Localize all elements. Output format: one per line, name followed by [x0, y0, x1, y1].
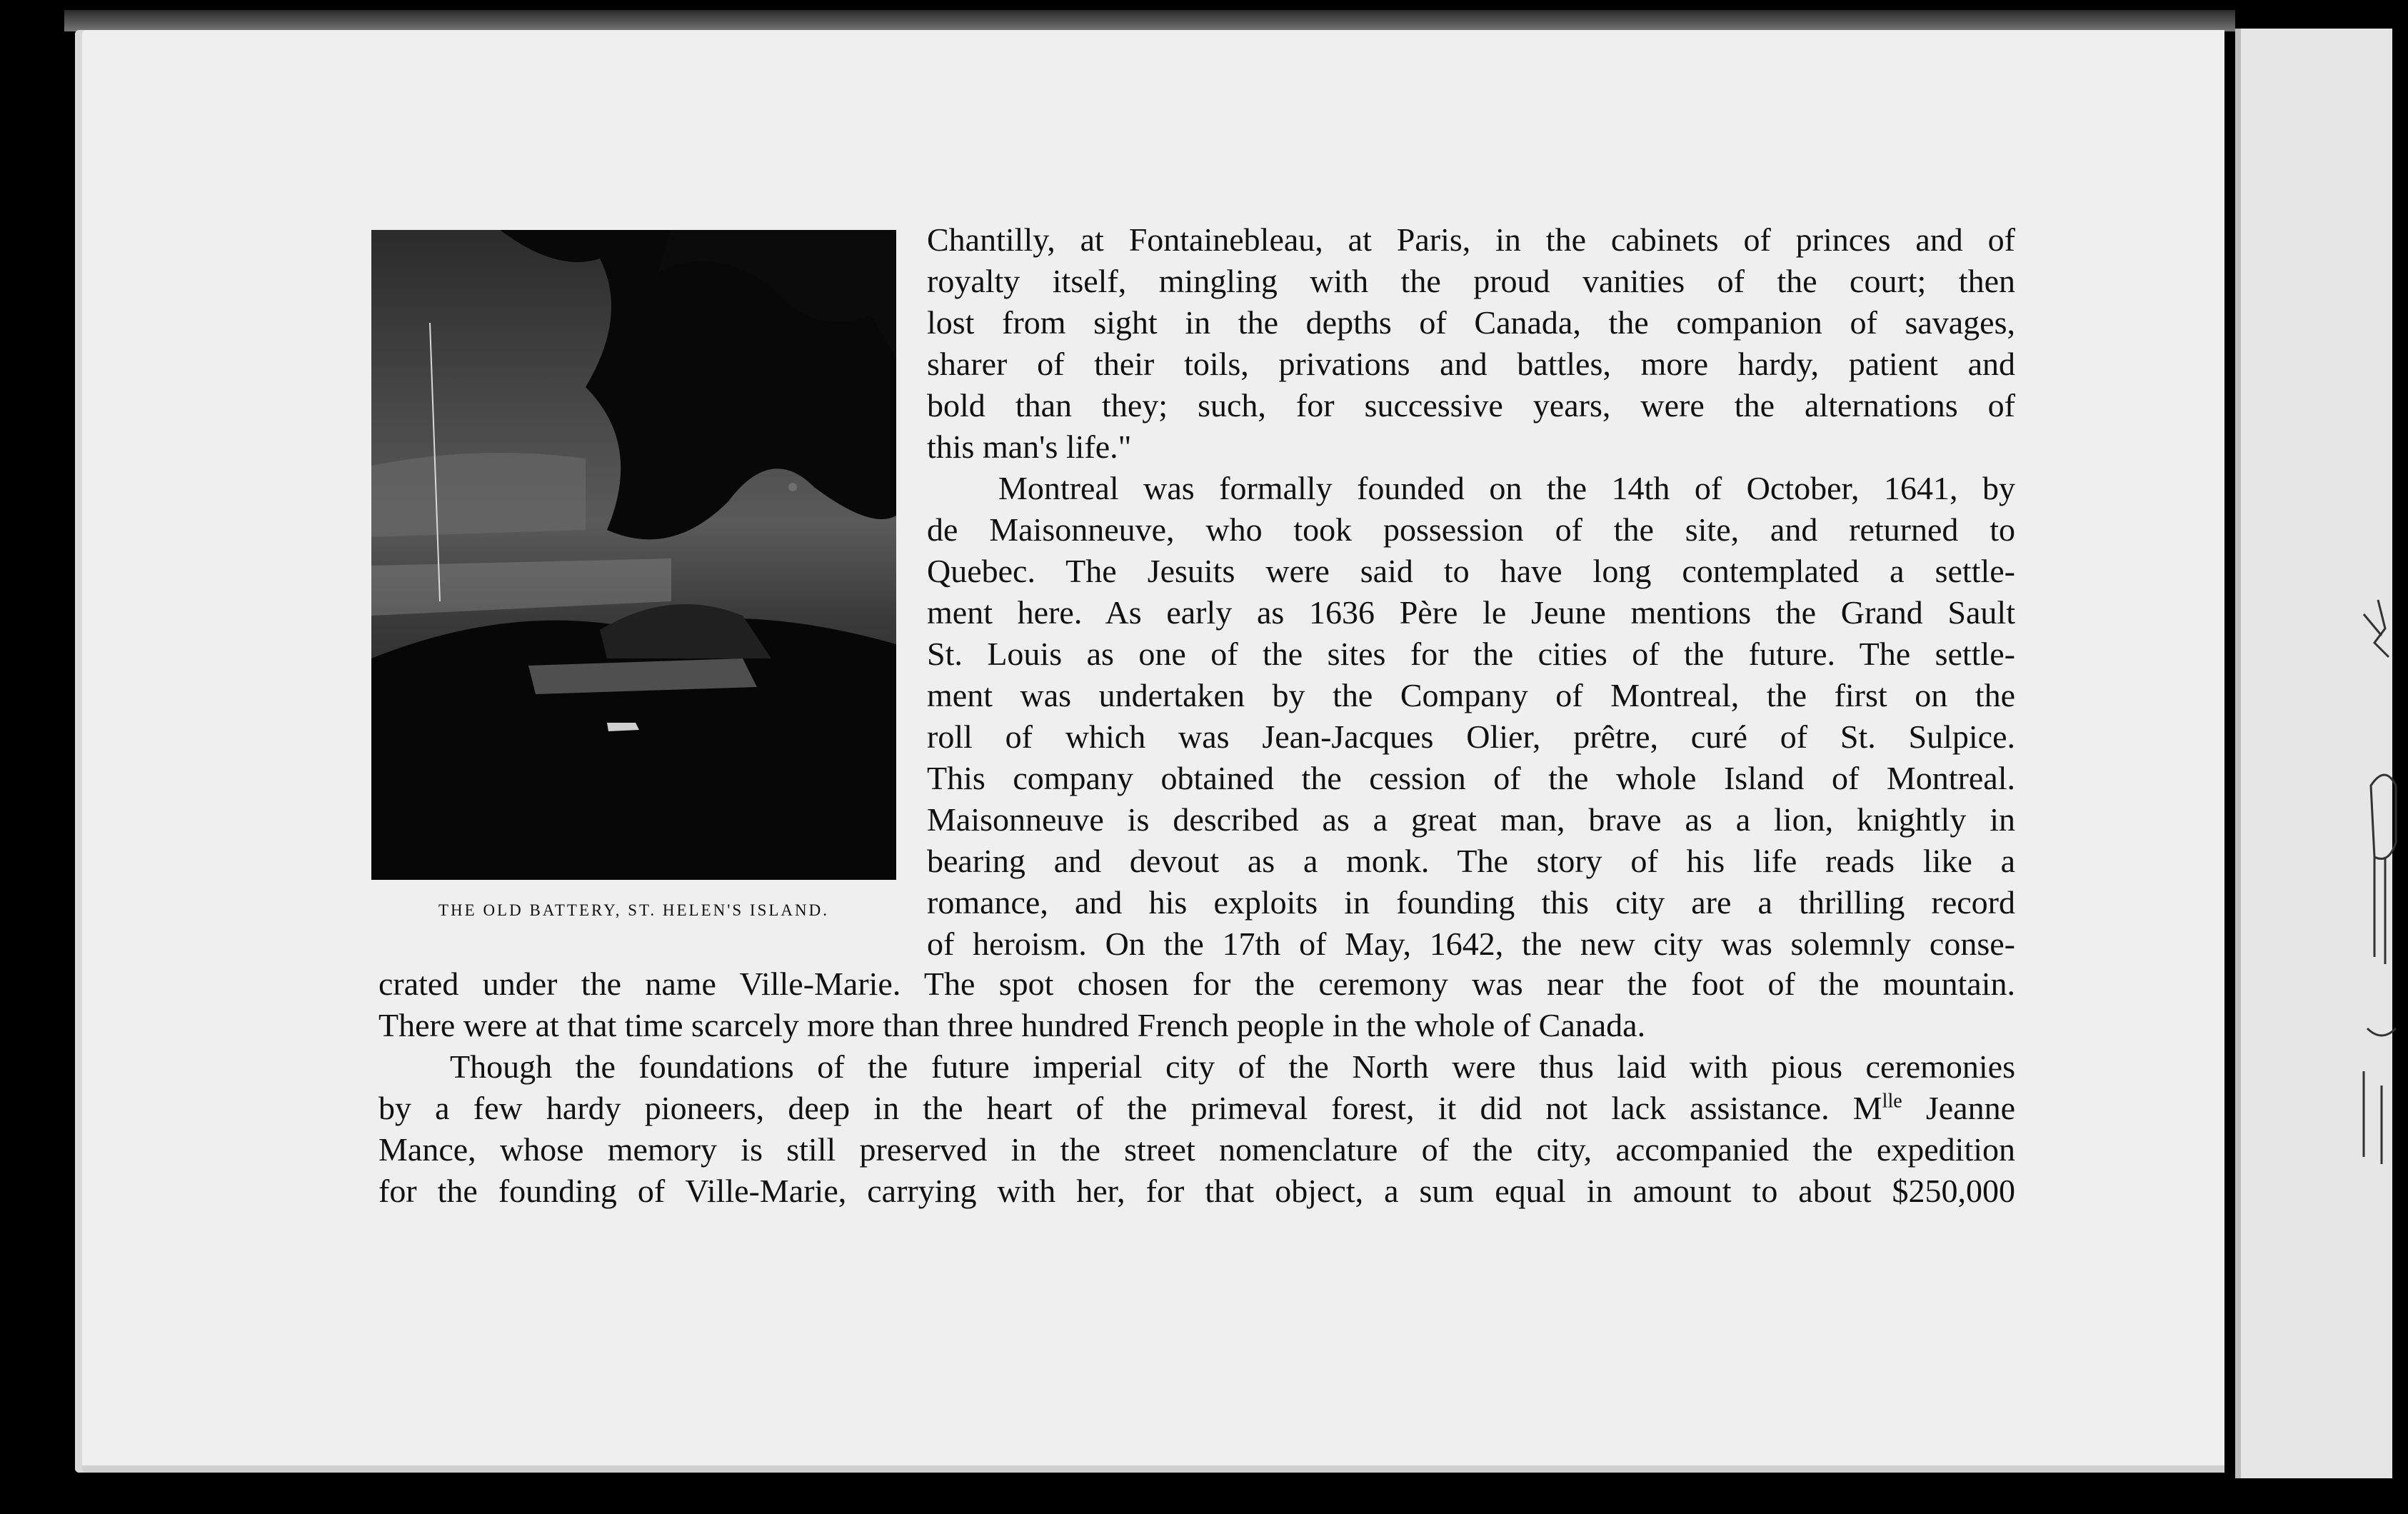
text-line: Maisonneuve is described as a great man, brave as a lion, knightly in	[927, 801, 2015, 838]
text-line: ment here. As early as 1636 Père le Jeune mentions the Grand Sault	[927, 594, 2015, 631]
text-line: This company obtained the cession of the whole Island of Montreal.	[927, 760, 2015, 796]
text-segment: by a few hardy pioneers, deep in the heart of the primeval forest, it did not lack assistance. M	[378, 1090, 1882, 1126]
text-line: royalty itself, mingling with the proud vanities of the court; then	[927, 263, 2015, 299]
margin-sketch	[2349, 586, 2399, 1228]
text-full-width	[378, 963, 2015, 1212]
superscript: lle	[1882, 1090, 1902, 1113]
text-line: roll of which was Jean-Jacques Olier, prêtre, curé of St. Sulpice.	[927, 718, 2015, 755]
text-line: Chantilly, at Fontainebleau, at Paris, in the cabinets of princes and of	[927, 221, 2015, 258]
text-line: sharer of their toils, privations and battles, more hardy, patient and	[927, 346, 2015, 382]
text-line: of heroism. On the 17th of May, 1642, the new city was solemnly conse-	[927, 926, 2015, 962]
battery-photograph-image	[371, 230, 896, 880]
text-line	[378, 1088, 2015, 1129]
text-line: St. Louis as one of the sites for the cities of the future. The settle-	[927, 636, 2015, 672]
text-line: bold than they; such, for successive years, were the alternations of	[927, 387, 2015, 423]
text-line: There were at that time scarcely more than three hundred French people in the whole of Canada.	[378, 1007, 1646, 1043]
text-line: romance, and his exploits in founding this city are a thrilling record	[927, 884, 2015, 921]
text-line: bearing and devout as a monk. The story of his life reads like a	[927, 843, 2015, 879]
text-line: crated under the name Ville-Marie. The spot chosen for the ceremony was near the foot of the mountain.	[378, 966, 2015, 1002]
text-line: Quebec. The Jesuits were said to have long contemplated a settle-	[927, 553, 2015, 589]
text-line: Though the foundations of the future imperial city of the North were thus laid with pious ceremonies	[450, 1048, 2015, 1085]
text-line: Montreal was formally founded on the 14th of October, 1641, by	[998, 470, 2015, 506]
text-line: Mance, whose memory is still preserved in the street nomenclature of the city, accompanied the expedition	[378, 1131, 2015, 1168]
page-top-edge	[64, 10, 2235, 31]
text-segment: Jeanne	[1902, 1090, 2016, 1126]
text-line: ment was undertaken by the Company of Montreal, the first on the	[927, 677, 2015, 713]
text-line: de Maisonneuve, who took possession of the site, and returned to	[927, 511, 2015, 548]
battery-photograph	[371, 230, 896, 880]
text-line: lost from sight in the depths of Canada, the companion of savages,	[927, 304, 2015, 341]
text-column-right	[927, 219, 2015, 965]
figure-caption: THE OLD BATTERY, ST. HELEN'S ISLAND.	[438, 901, 829, 919]
text-line: for the founding of Ville-Marie, carrying with her, for that object, a sum equal in amount to about $250,000	[378, 1173, 2015, 1209]
text-line: this man's life."	[927, 428, 1132, 465]
